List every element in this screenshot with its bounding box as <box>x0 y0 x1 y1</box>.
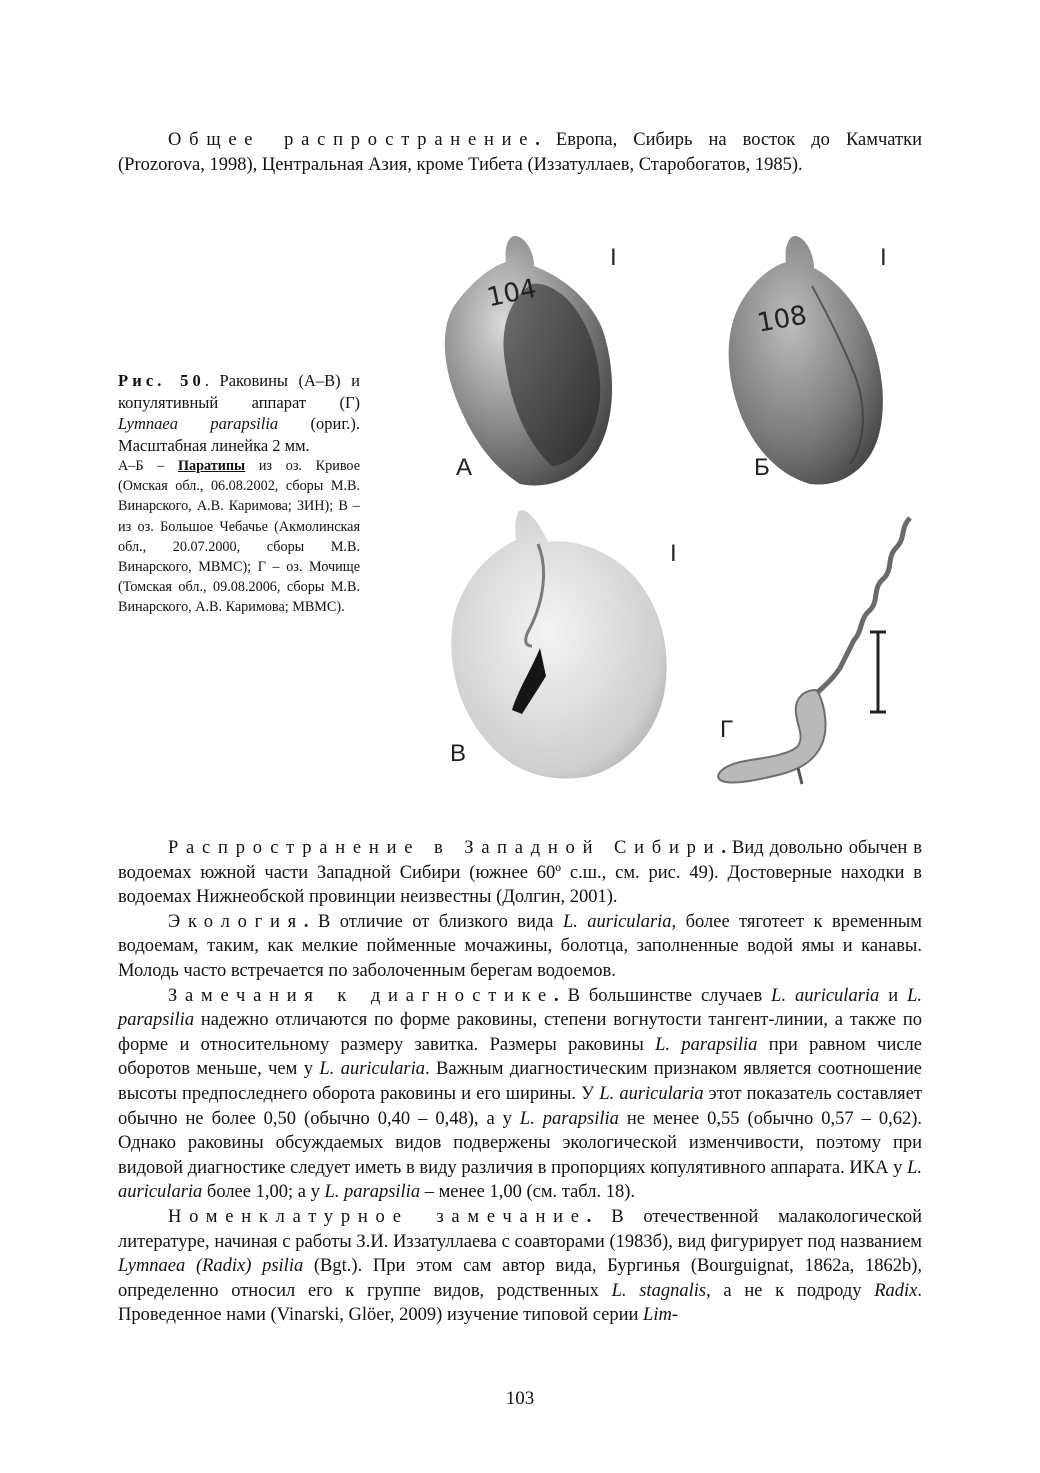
nom-text: (Bgt.). При этом сам автор вида, Бургинья (Bourguignat, 1862a, 1862b), определенно относил его к группе видов, родственных <box>118 1256 922 1301</box>
shell-figure-plate <box>420 228 940 798</box>
nomenclature-heading: Номенклатурное замечание <box>168 1206 587 1227</box>
ecology-text-2: , более тяготеет к временным водоемам, таким, как мелкие пойменные мочажины, болотца, заполненные водой ямы и канавы. Молодь часто встречается по заболоченным берегам водоемов. <box>118 911 922 981</box>
intro-paragraph: Общее распространение. Европа, Сибирь на восток до Камчатки (Prozorova, 1998), Центральная Азия, кроме Тибета (Иззатуллаев, Старобогатов, 1985). <box>118 130 922 175</box>
nom-text: В отечественной малакологической литературе, начиная с работы З.И. Иззатуллаева с соавторами (1983б), вид фигурирует под названием <box>118 1206 922 1252</box>
shell-photos <box>420 228 940 798</box>
diag-text: . Важным диагностическим признаком является соотношение высоты предпоследнего оборота раковины и его ширины. У <box>118 1059 922 1104</box>
ecology-text-1: В отличие от близкого вида <box>308 911 563 932</box>
caption-sub-text: из оз. Кривое (Омская обл., 06.08.2002, сборы М.В. Винарского, А.В. Каримова; ЗИН); В – из оз. Большое Чебачье (Акмолинская обл., 20.07.2000, сборы М.В. Винарского, МВМС); Г – оз. Мочище (Томская обл., 09.08.2006, сборы М.В. Винарского, А.В. Каримова; МВМС). <box>118 458 360 616</box>
ecology-paragraph: Экология. В отличие от близкого вида L. auricularia, более тяготеет к временным водоемам, таким, как мелкие пойменные мочажины, болотца, заполненные водой ямы и канавы. Молодь часто встречается по заболоченным берегам водоемов. <box>118 911 922 981</box>
panel-label-g: Г <box>720 716 733 743</box>
ecology-heading: Экология <box>168 911 304 932</box>
shell-b-image <box>729 236 883 485</box>
figure-caption <box>118 370 360 618</box>
panel-label-v: В <box>450 740 467 767</box>
shell-a-image <box>445 236 612 486</box>
page-number: 103 <box>505 1388 535 1409</box>
diag-species: L. parapsilia <box>519 1108 619 1129</box>
diagnostics-heading: Замечания к диагностике <box>168 985 554 1006</box>
distribution-paragraph: Распространение в Западной Сибири. Вид довольно обычен в водоемах южной части Западной Сибири (южнее 60º с.ш., см. рис. 49). Достоверные находки в водоемах Нижнеобской провинции неизвестны (Долгин, 2001). <box>118 838 922 908</box>
diag-text: не менее 0,55 (обычно 0,57 – 0,62). Однако раковины обсуждаемых видов подвержены экологической изменчивости, поэтому при видовой диагностике следует иметь в виду различия в пропорциях копулятивного аппарата. ИКА у <box>118 1108 922 1178</box>
caption-paratypes: Паратипы <box>177 458 246 474</box>
diag-species: L. parapsilia <box>118 985 922 1031</box>
diag-text: надежно отличаются по форме раковины, степени вогнутости тангент-линии, а также по форме и относительному размеру завитка. Размеры раковины <box>118 1010 922 1055</box>
caption-species: Lymnaea parapsilia <box>118 414 279 433</box>
scale-bar-g <box>870 632 886 712</box>
intro-text: Европа, Сибирь на восток до Камчатки (Prozorova, 1998), Центральная Азия, кроме Тибета (Иззатуллаев, Старобогатов, 1985). <box>118 130 922 175</box>
caption-label: Рис. 50 <box>118 371 205 390</box>
ecology-species: L. auricularia <box>562 911 672 932</box>
caption-text-2: (ориг.). Масштабная линейка 2 мм. <box>118 414 360 455</box>
caption-sub-prefix: А–Б – <box>118 458 178 474</box>
diag-text: – менее 1,00 (см. табл. 18). <box>420 1182 636 1203</box>
caption-text-1: . Раковины (А–В) и копулятивный аппарат (Г) <box>118 371 360 412</box>
panel-label-a: А <box>456 454 473 481</box>
intro-heading: Общее распространение <box>168 130 536 150</box>
nom-species: Radix <box>874 1280 918 1301</box>
diag-species: L. auricularia <box>771 985 880 1006</box>
scale-mark-v: I <box>670 540 677 567</box>
diagnostics-paragraph: Замечания к диагностике. В большинстве случаев L. auricularia и L. parapsilia надежно отличаются по форме раковины, степени вогнутости тангент-линии, а также по форме и относительному размеру завитка. Размеры раковины L. parapsilia при равном числе оборотов меньше, чем у L. auricularia. Важным диагностическим признаком является соотношение высоты предпоследнего оборота раковины и его ширины. У L. auricularia этот показатель составляет обычно не более 0,50 (обычно 0,40 – 0,48), а у L. parapsilia не менее 0,55 (обычно 0,57 – 0,62). Однако раковины обсуждаемых видов подвержены экологической изменчивости, поэтому при видовой диагностике следует иметь в виду различия в пропорциях копулятивного аппарата. ИКА у L. auricularia более 1,00; а у L. parapsilia – менее 1,00 (см. табл. 18). <box>118 985 922 1203</box>
diag-species: L. auricularia <box>319 1059 425 1080</box>
shell-b-number: 108 <box>755 300 810 339</box>
scale-mark-b: I <box>880 244 887 271</box>
panel-label-b: Б <box>754 454 770 481</box>
distribution-text: Вид довольно обычен в водоемах южной части Западной Сибири (южнее 60º с.ш., см. рис. 49). Достоверные находки в водоемах Нижнеобской провинции неизвестны (Долгин, 2001). <box>118 838 922 908</box>
nom-text: , а не к подроду <box>706 1280 875 1301</box>
diag-species: L. parapsilia <box>655 1034 758 1055</box>
diag-text: и <box>879 985 908 1006</box>
diag-species: L. auricularia <box>118 1157 922 1203</box>
diag-species: L. parapsilia <box>324 1182 421 1203</box>
copulatory-organ-image <box>718 518 910 784</box>
nom-species: L. stagnalis <box>611 1280 707 1301</box>
diag-text: В большинстве случаев <box>558 985 772 1006</box>
nom-species: Lim- <box>643 1305 678 1326</box>
diag-text: при равном числе оборотов меньше, чем у <box>118 1034 922 1080</box>
diag-text: этот показатель составляет обычно не более 0,50 (обычно 0,40 – 0,48), а у <box>118 1083 922 1129</box>
nom-species: Lymnaea (Radix) psilia <box>118 1256 304 1277</box>
nom-text: . Проведенное нами (Vinarski, Glöer, 2009) изучение типовой серии <box>118 1280 922 1326</box>
distribution-heading: Распространение в Западной Сибири <box>168 838 722 858</box>
main-text <box>118 836 922 1328</box>
diag-text: более 1,00; а у <box>202 1182 325 1203</box>
shell-a-number: 104 <box>484 273 540 314</box>
shell-v-image <box>451 510 666 779</box>
scale-mark-a: I <box>610 244 617 271</box>
nomenclature-paragraph: Номенклатурное замечание. В отечественной малакологической литературе, начиная с работы З.И. Иззатуллаева с соавторами (1983б), вид фигурирует под названием Lymnaea (Radix) psilia (Bgt.). При этом сам автор вида, Бургинья (Bourguignat, 1862a, 1862b), определенно относил его к группе видов, родственных L. stagnalis, а не к подроду Radix. Проведенное нами (Vinarski, Glöer, 2009) изучение типовой серии Lim- <box>118 1206 922 1326</box>
diag-species: L. auricularia <box>599 1083 704 1104</box>
